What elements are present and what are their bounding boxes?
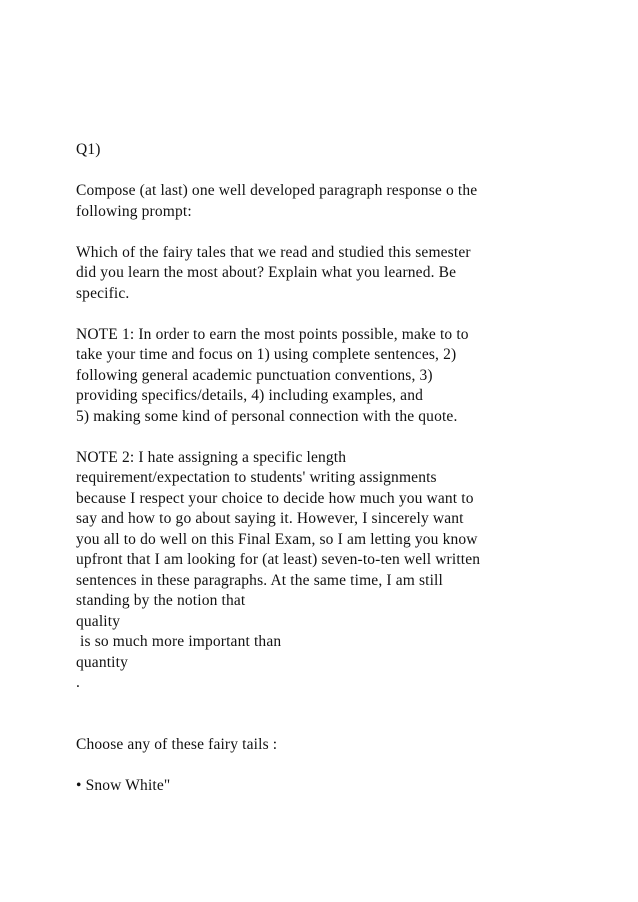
text-line: say and how to go about saying it. However, I sincerely want (76, 510, 464, 527)
prompt-question (76, 243, 576, 305)
text-line: take your time and focus on 1) using complete sentences, 2) (76, 346, 457, 363)
text-line: upfront that I am looking for (at least) seven-to-ten well written (76, 551, 481, 568)
spacer (76, 427, 576, 448)
text-line: is so much more important than (76, 633, 282, 650)
document-body (76, 140, 576, 796)
text-line: did you learn the most about? Explain what you learned. Be (76, 264, 457, 281)
prompt-intro (76, 181, 576, 222)
text-line: NOTE 1: In order to earn the most points possible, make to to (76, 325, 469, 343)
text-line: following prompt: (76, 202, 192, 220)
spacer (76, 222, 576, 243)
spacer (76, 755, 576, 776)
text-line: quality (76, 612, 121, 630)
text-line: . (76, 674, 81, 691)
spacer (76, 694, 576, 715)
text-line: requirement/expectation to students' writing assignments (76, 469, 437, 486)
question-heading: Q1) (76, 141, 101, 158)
text-line: NOTE 2: I hate assigning a specific length (76, 448, 347, 466)
spacer (76, 161, 576, 182)
text-line: quantity (76, 653, 128, 671)
text-line: because I respect your choice to decide how much you want to (76, 489, 474, 507)
text-line: standing by the notion that (76, 592, 246, 609)
text-line: specific. (76, 284, 130, 302)
text-line: you all to do well on this Final Exam, so I am letting you know (76, 530, 478, 548)
text-line: sentences in these paragraphs. At the same time, I am still (76, 571, 443, 589)
spacer (76, 304, 576, 325)
text-line: providing specifics/details, 4) including examples, and (76, 387, 424, 404)
list-item: • Snow White" (76, 776, 171, 794)
text-line: following general academic punctuation conventions, 3) (76, 366, 433, 384)
note-2 (76, 448, 576, 694)
text-line: Compose (at last) one well developed paragraph response o the (76, 182, 478, 199)
choose-instruction: Choose any of these fairy tails : (76, 735, 278, 753)
note-1 (76, 325, 576, 428)
text-line: Which of the fairy tales that we read and studied this semester (76, 243, 471, 261)
spacer (76, 714, 576, 735)
text-line: 5) making some kind of personal connection with the quote. (76, 407, 458, 425)
